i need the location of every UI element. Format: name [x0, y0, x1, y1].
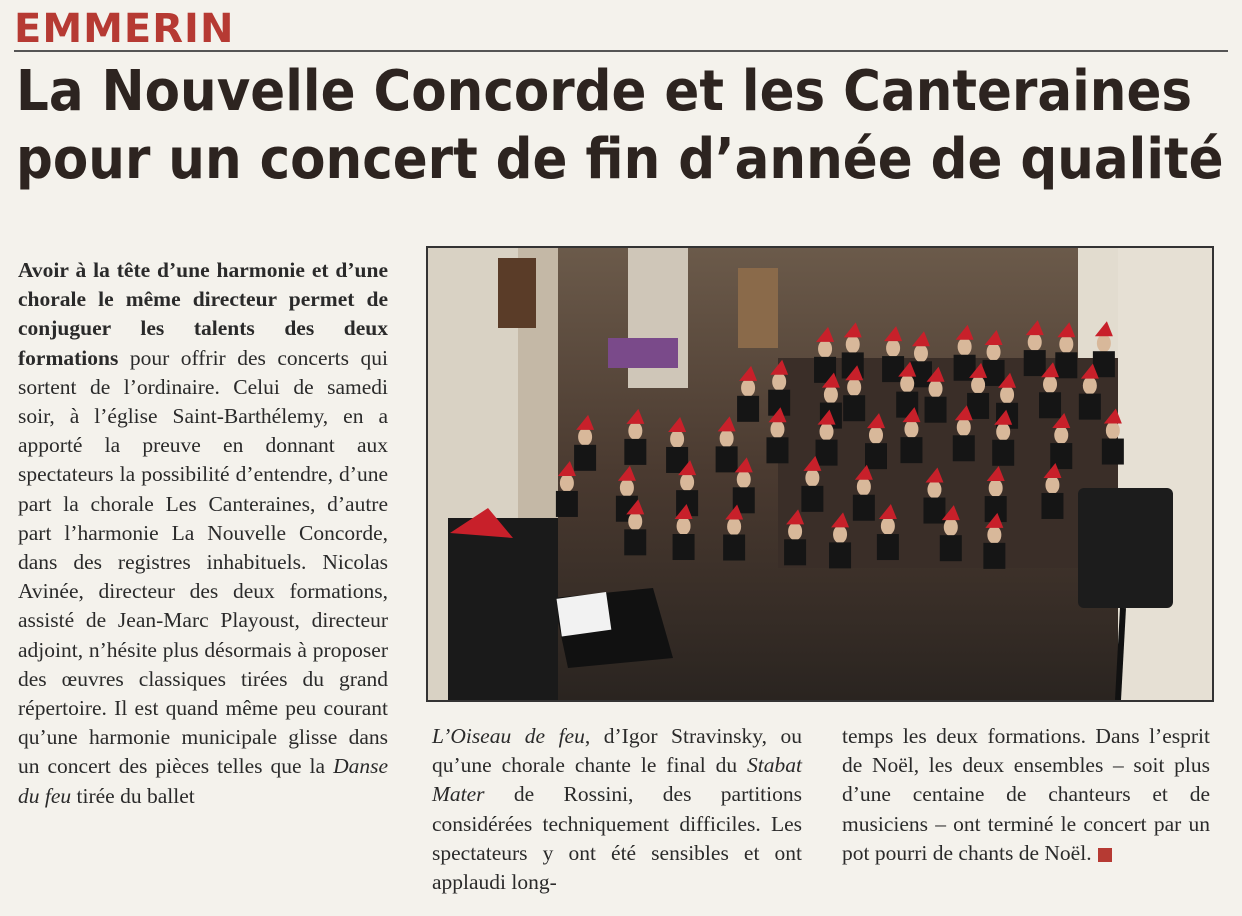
article-body-3: temps les deux formations. Dans l’esprit de Noël, les deux ensembles – soit plus d’une centaine de chanteurs et de musiciens – ont terminé le concert par un pot pourri de chants de Noël.: [842, 724, 1210, 865]
section-rubric: EMMERIN: [14, 6, 235, 52]
article-body-2b: de Rossini, des partitions considérées techniquement difficiles. Les spectateurs y ont été sensibles et ont applaudi long-: [432, 782, 802, 895]
headline-line-1: La Nouvelle Concorde et les Canteraines: [16, 59, 1193, 124]
headline-line-2: pour un concert de fin d’année de qualité: [16, 127, 1224, 192]
top-rule: [14, 50, 1228, 52]
concert-photo-illustration: [428, 248, 1212, 700]
article-column-1: [18, 256, 388, 811]
work-title-stabat: Stabat Mater: [432, 753, 802, 807]
end-of-article-mark: [1098, 848, 1112, 862]
work-title-oiseau: L’Oiseau de feu: [432, 724, 585, 748]
article-lead: Avoir à la tête d’une harmonie et d’une chorale le même directeur permet de conjuguer les talents des deux formations: [18, 258, 388, 370]
conductor: [448, 518, 558, 700]
work-title-danse: Danse du feu: [18, 754, 388, 808]
concert-photo: [426, 246, 1214, 702]
headline: [16, 58, 1224, 194]
article-body-2a: , d’Igor Stravinsky, ou qu’une chorale chante le final du: [432, 724, 802, 778]
article-column-3: [842, 722, 1210, 868]
article-column-2: [432, 722, 802, 897]
article-body-1-end: tirée du ballet: [71, 783, 195, 808]
speaker-box: [1078, 488, 1173, 608]
article-body-1: pour offrir des concerts qui sortent de l’ordinaire. Celui de samedi soir, à l’église Saint-Barthélemy, en a apporté la preuve en donnant aux spectateurs la possibilité d’entendre, d’une part la chorale Les Canteraines, d’autre part l’harmonie La Nouvelle Concorde, dans des registres inhabituels. Nicolas Avinée, directeur des deux formations, assisté de Jean-Marc Playoust, directeur adjoint, n’hésite plus désormais à proposer des œuvres classiques tirées du grand répertoire. Il est quand même peu courant qu’une harmonie municipale glisse dans un concert des pièces telles que la: [18, 345, 388, 779]
right-column-pillar: [1118, 248, 1212, 700]
